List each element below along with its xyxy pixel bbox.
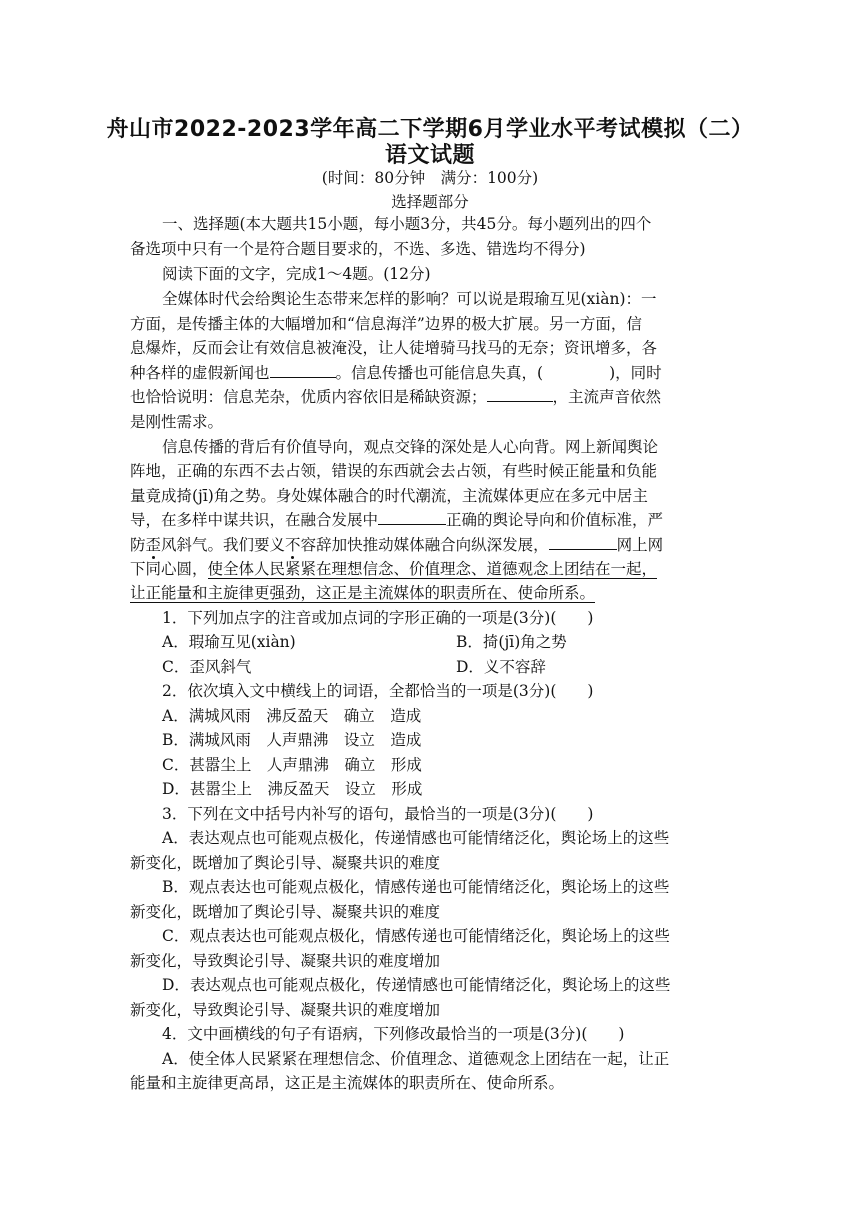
question-4-stem: 4．文中画横线的句子有语病，下列修改最恰当的一项是(3分)( ): [162, 1025, 625, 1043]
q2-option-a: A．满城风雨 沸反盈天 确立 造成: [162, 707, 422, 725]
underlined-sentence: 让正能量和主旋律更强劲，这正是主流媒体的职责所在、使命所系。: [130, 584, 596, 602]
passage-line: 导，在多样中谋共识，在融合发展中 正确的舆论导向和价值标准，严: [130, 508, 663, 532]
instructions-line: 一、选择题(本大题共15小题，每小题3分，共45分。每小题列出的四个: [162, 215, 652, 233]
fill-blank-4[interactable]: [549, 533, 617, 550]
q2-option-c: C．甚嚣尘上 人声鼎沸 确立 形成: [162, 756, 422, 774]
question-2-stem: 2．依次填入文中横线上的词语，全都恰当的一项是(3分)( ): [162, 682, 594, 700]
q3-option-d-cont: 新变化，导致舆论引导、凝聚共识的难度增加: [130, 1001, 441, 1019]
passage-line: 也恰恰说明：信息芜杂，优质内容依旧是稀缺资源； ，主流声音依然: [130, 385, 661, 409]
question-1-stem: 1．下列加点字的注音或加点词的字形正确的一项是(3分)( ): [162, 609, 594, 627]
time-info: (时间：80分钟 满分：100分): [321, 169, 539, 187]
dotted-char: 不: [285, 536, 301, 554]
passage-line: 阵地，正确的东西不去占领，错误的东西就会去占领，有些时候正能量和负能: [130, 462, 658, 480]
q2-option-b: B．满城风雨 人声鼎沸 设立 造成: [162, 731, 422, 749]
fill-blank-3[interactable]: [378, 508, 446, 525]
exam-title: 舟山市2022-2023学年高二下学期6月学业水平考试模拟（二）: [106, 117, 754, 142]
instructions-line: 备选项中只有一个是符合题目要求的，不选、多选、错选均不得分): [130, 240, 586, 258]
question-3-stem: 3．下列在文中括号内补写的语句，最恰当的一项是(3分)( ): [162, 805, 594, 823]
passage-line: 全媒体时代会给舆论生态带来怎样的影响？可以说是瑕瑜互见(xiàn)：一: [162, 290, 657, 308]
passage-line: 量竟成掎(jī)角之势。身处媒体融合的时代潮流，主流媒体更应在多元中居主: [130, 487, 648, 505]
dotted-char: 歪: [145, 536, 162, 554]
q3-option-b-cont: 新变化，既增加了舆论引导、凝聚共识的难度: [130, 903, 441, 921]
passage-line: 种各样的虚假新闻也 。信息传播也可能信息失真，( )，同时: [130, 361, 662, 385]
q3-option-c-cont: 新变化，导致舆论引导、凝聚共识的难度增加: [130, 952, 441, 970]
q4-option-a-cont: 能量和主旋律更高昂，这正是主流媒体的职责所在、使命所系。: [130, 1074, 565, 1092]
underlined-sentence: 使全体人民紧紧在理想信念、价值理念、道德观念上团结在一起，: [207, 560, 658, 578]
passage-line: 防歪风斜气。我们要义不容辞加快推动媒体融合向纵深发展， 网上网: [130, 533, 663, 557]
fill-blank-1[interactable]: [270, 361, 336, 378]
q1-option-d: D．义不容辞: [456, 658, 546, 676]
q1-option-a: A．瑕瑜互见(xiàn): [162, 633, 296, 651]
q1-option-c: C．歪风斜气: [162, 658, 252, 676]
q3-option-a-cont: 新变化，既增加了舆论引导、凝聚共识的难度: [130, 854, 441, 872]
fill-blank-2[interactable]: [487, 385, 553, 402]
passage-line: [130, 581, 595, 605]
q3-option-d: D．表达观点也可能观点极化，传递情感也可能情绪泛化，舆论场上的这些: [162, 976, 671, 994]
q1-option-b: B．掎(jī)角之势: [456, 633, 567, 651]
exam-subtitle: 语文试题: [384, 143, 475, 168]
q3-option-a: A．表达观点也可能观点极化，传递情感也可能情绪泛化，舆论场上的这些: [162, 829, 670, 847]
passage-line: 信息传播的背后有价值导向，观点交锋的深处是人心向背。网上新闻舆论: [162, 438, 659, 456]
passage-line: 方面，是传播主体的大幅增加和“信息海洋”边界的极大扩展。另一方面，信: [130, 315, 642, 333]
q2-option-d: D．甚嚣尘上 沸反盈天 设立 形成: [162, 780, 423, 798]
q4-option-a: A．使全体人民紧紧在理想信念、价值理念、道德观念上团结在一起，让正: [162, 1050, 670, 1068]
q3-option-c: C．观点表达也可能观点极化，情感传递也可能情绪泛化，舆论场上的这些: [162, 927, 670, 945]
passage-line: 息爆炸，反而会让有效信息被淹没，让人徒增骑马找马的无奈；资讯增多，各: [130, 339, 658, 357]
q3-option-b: B．观点表达也可能观点极化，情感传递也可能情绪泛化，舆论场上的这些: [162, 878, 670, 896]
passage-line: 是刚性需求。: [130, 413, 224, 431]
passage-line: 下同心圆，使全体人民紧紧在理想信念、价值理念、道德观念上团结在一起，: [130, 560, 658, 578]
section-heading: 选择题部分: [391, 193, 469, 211]
reading-instruction: 阅读下面的文字，完成1～4题。(12分): [162, 265, 431, 283]
